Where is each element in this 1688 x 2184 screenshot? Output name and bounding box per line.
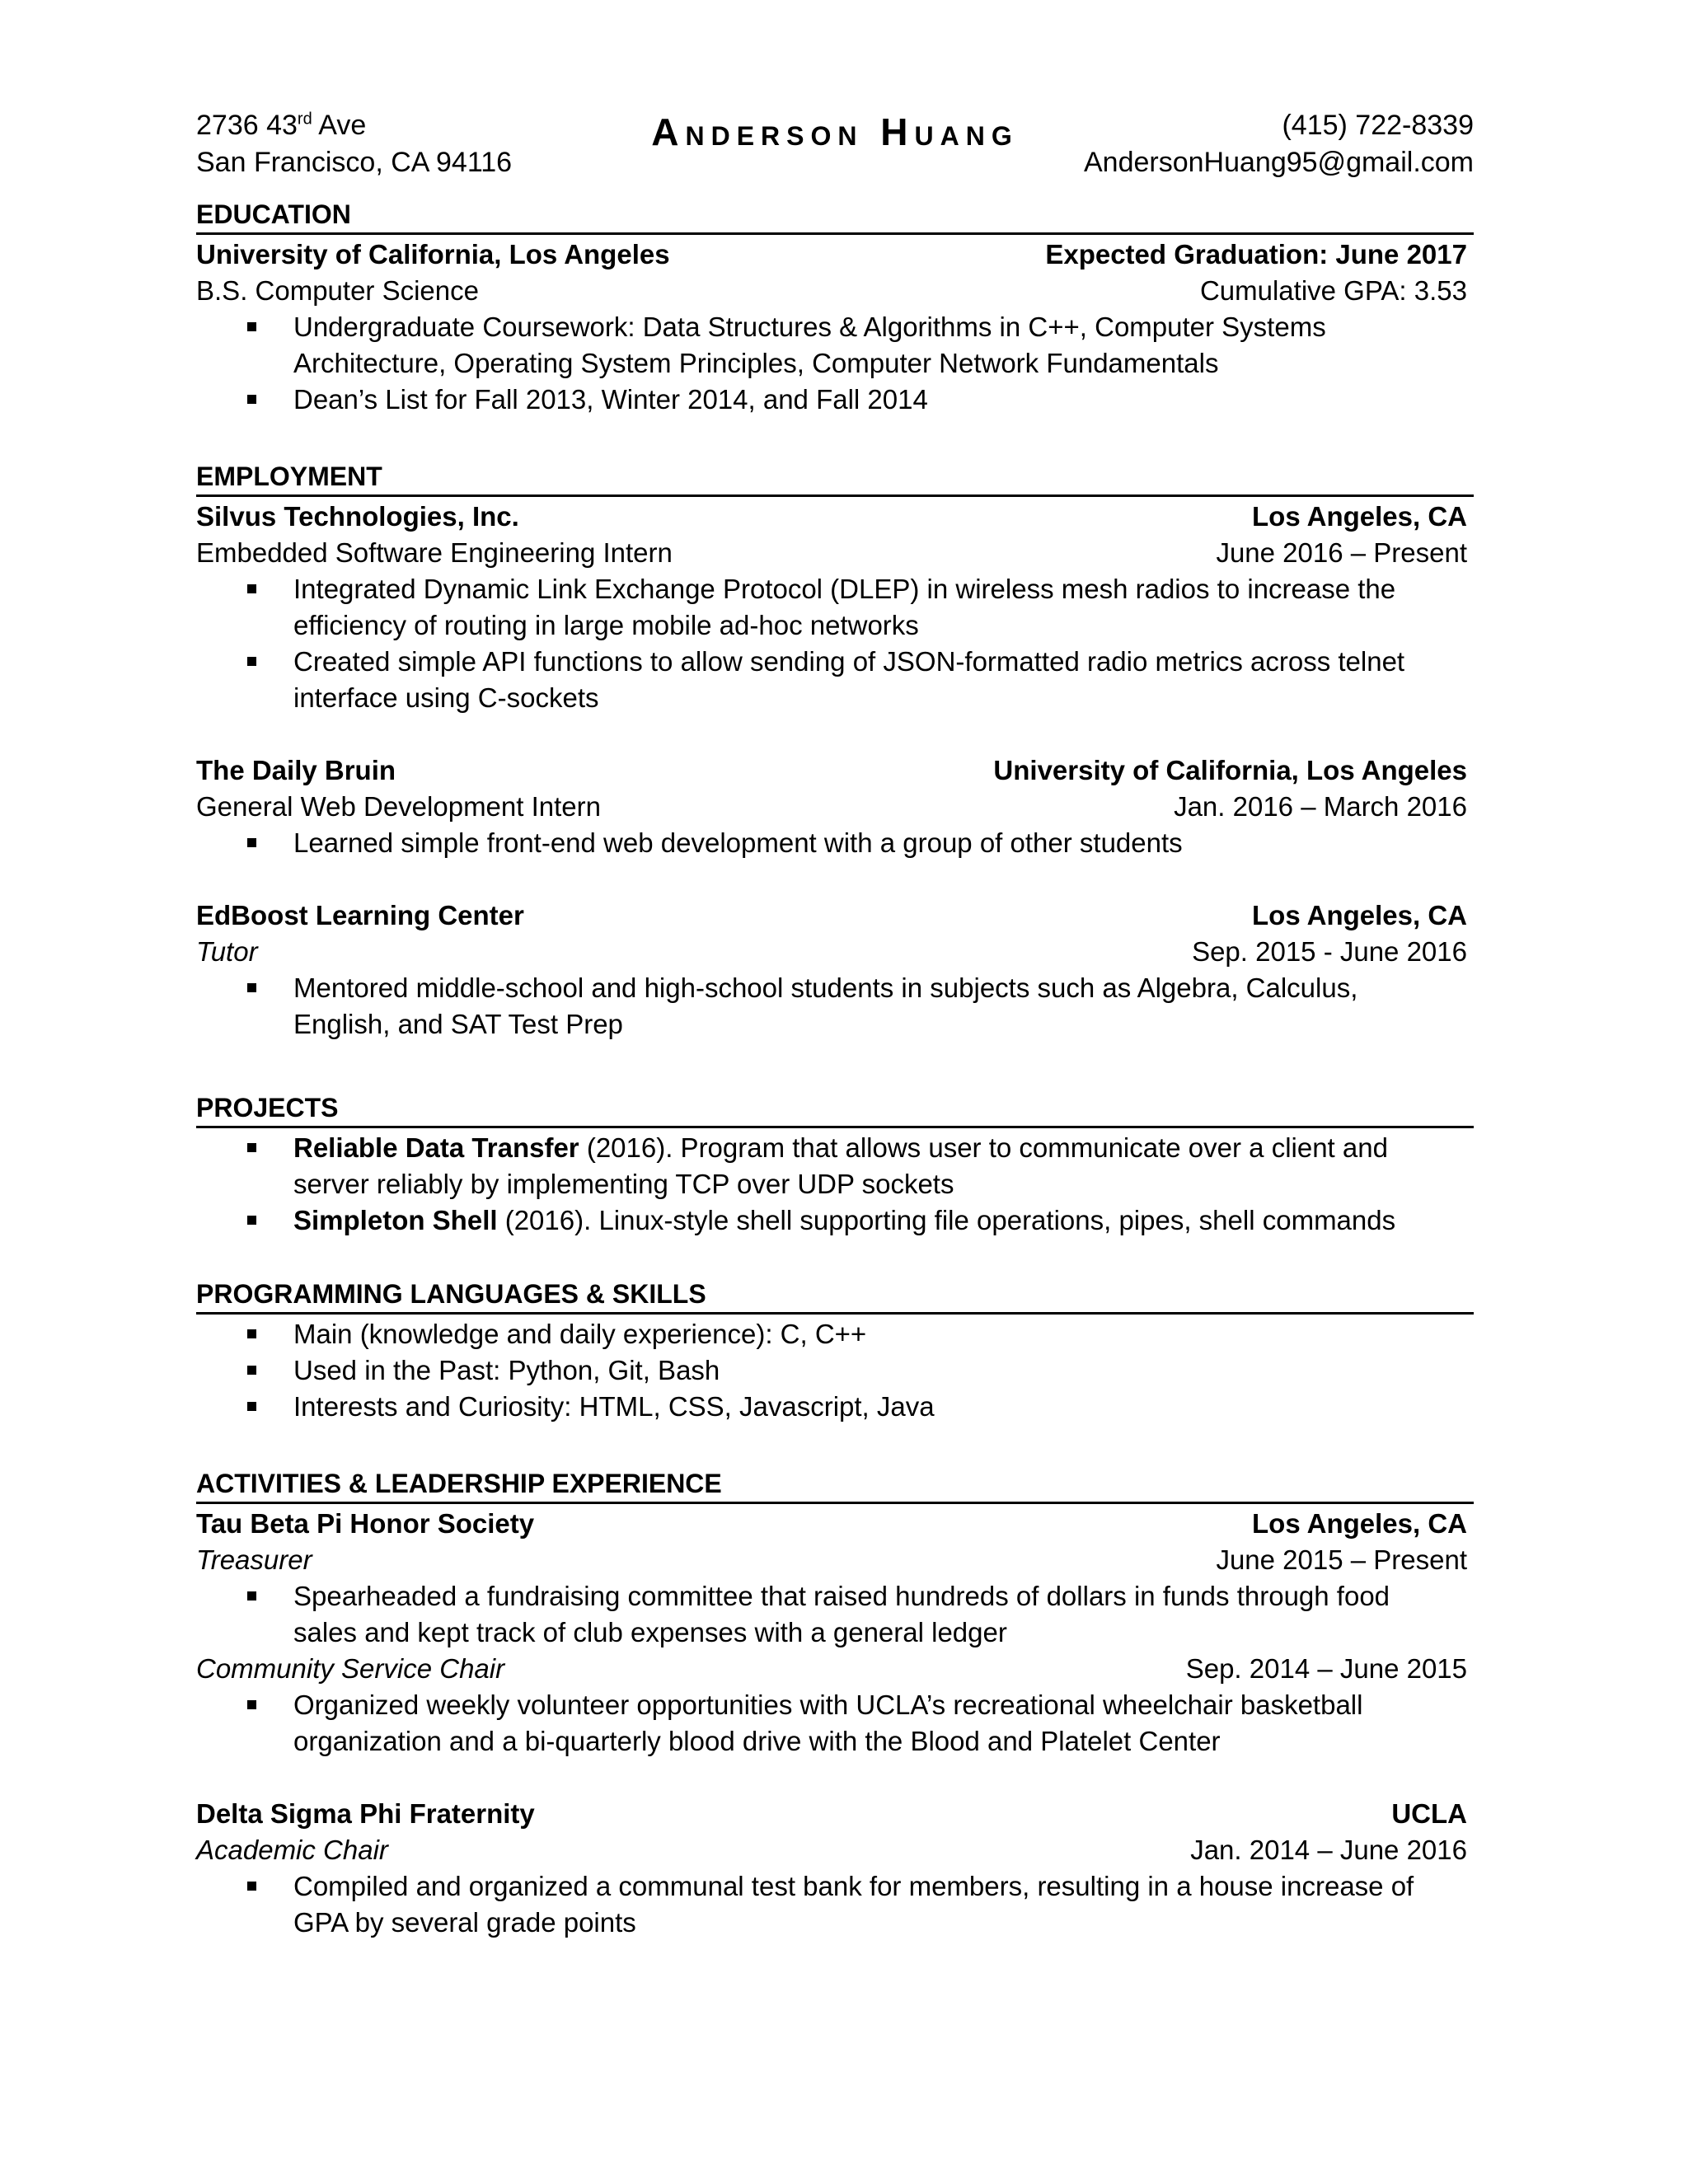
list-item: Interests and Curiosity: HTML, CSS, Javascript, Java xyxy=(293,1389,1474,1425)
activities-section xyxy=(196,1467,1474,1941)
job-bullets xyxy=(196,825,1474,861)
list-item: Integrated Dynamic Link Exchange Protocol (DLEP) in wireless mesh radios to increase the efficiency of routing in large mobile ad-hoc networks xyxy=(293,571,1474,644)
activity-bullets xyxy=(196,1687,1474,1760)
list-item: Main (knowledge and daily experience): C, C++ xyxy=(293,1316,1474,1352)
activity-dates: June 2015 – Present xyxy=(1216,1544,1467,1575)
list-item: Dean’s List for Fall 2013, Winter 2014, and Fall 2014 xyxy=(293,382,1474,418)
contact-block xyxy=(1084,107,1474,181)
activity-dates: Sep. 2014 – June 2015 xyxy=(1185,1653,1467,1684)
activity-role: Treasurer xyxy=(196,1544,312,1575)
job-role-row xyxy=(196,789,1474,825)
resume-header xyxy=(196,107,1474,206)
list-item: Compiled and organized a communal test bank for members, resulting in a house increase of GPA by several grade points xyxy=(293,1868,1474,1941)
address-line-1: 2736 43rd Ave xyxy=(196,110,367,141)
education-bullets xyxy=(196,309,1474,418)
activity-role: Community Service Chair xyxy=(196,1653,505,1684)
education-section xyxy=(196,198,1474,418)
project-name: Reliable Data Transfer xyxy=(293,1132,579,1163)
job-dates: Jan. 2016 – March 2016 xyxy=(1174,791,1467,822)
job-location: University of California, Los Angeles xyxy=(993,755,1467,785)
job-header-row xyxy=(196,898,1474,934)
activity-dates: Jan. 2014 – June 2016 xyxy=(1190,1835,1467,1865)
activity-location: UCLA xyxy=(1391,1798,1467,1829)
job-dates: Sep. 2015 - June 2016 xyxy=(1192,936,1467,967)
project-desc: (2016). Linux-style shell supporting file operations, pipes, shell commands xyxy=(497,1205,1396,1235)
job-org: The Daily Bruin xyxy=(196,755,396,785)
section-title-activities: ACTIVITIES & LEADERSHIP EXPERIENCE xyxy=(196,1467,1474,1504)
job-org: Silvus Technologies, Inc. xyxy=(196,501,519,532)
job-location: Los Angeles, CA xyxy=(1252,900,1467,930)
section-title-education: EDUCATION xyxy=(196,198,1474,235)
section-title-skills: PROGRAMMING LANGUAGES & SKILLS xyxy=(196,1277,1474,1315)
skills-bullets xyxy=(196,1316,1474,1425)
activity-role-row xyxy=(196,1542,1474,1578)
activity-org: Tau Beta Pi Honor Society xyxy=(196,1508,535,1539)
gpa: Cumulative GPA: 3.53 xyxy=(1199,275,1467,306)
graduation-date: Expected Graduation: June 2017 xyxy=(1045,239,1467,269)
job-role: Embedded Software Engineering Intern xyxy=(196,537,673,568)
project-desc: (2016). Program that allows user to communicate over a client and server reliably by implementing TCP over UDP sockets xyxy=(293,1132,1388,1199)
degree: B.S. Computer Science xyxy=(196,275,479,306)
list-item: Created simple API functions to allow sending of JSON-formatted radio metrics across telnet interface using C-sockets xyxy=(293,644,1474,716)
list-item xyxy=(293,1130,1474,1202)
list-item: Mentored middle-school and high-school students in subjects such as Algebra, Calculus, English, and SAT Test Prep xyxy=(293,970,1474,1043)
activity-role-row xyxy=(196,1832,1474,1868)
school-name: University of California, Los Angeles xyxy=(196,239,670,269)
job-org: EdBoost Learning Center xyxy=(196,900,524,930)
education-header-row xyxy=(196,237,1474,273)
activity-header-row xyxy=(196,1506,1474,1542)
activity-header-row xyxy=(196,1796,1474,1832)
job-role-row xyxy=(196,535,1474,571)
job-bullets xyxy=(196,571,1474,716)
employment-section xyxy=(196,460,1474,1043)
job-location: Los Angeles, CA xyxy=(1252,501,1467,532)
job-header-row xyxy=(196,499,1474,535)
activity-role: Academic Chair xyxy=(196,1835,388,1865)
list-item: Spearheaded a fundraising committee that raised hundreds of dollars in funds through food sales and kept track of club expenses with a general ledger xyxy=(293,1578,1474,1651)
job-header-row xyxy=(196,752,1474,789)
list-item: Used in the Past: Python, Git, Bash xyxy=(293,1352,1474,1389)
activity-location: Los Angeles, CA xyxy=(1252,1508,1467,1539)
section-title-employment: EMPLOYMENT xyxy=(196,460,1474,497)
list-item: Learned simple front-end web development with a group of other students xyxy=(293,825,1474,861)
job-role: Tutor xyxy=(196,936,258,967)
projects-section xyxy=(196,1091,1474,1239)
job-role: General Web Development Intern xyxy=(196,791,601,822)
email[interactable]: AndersonHuang95@gmail.com xyxy=(1084,147,1474,178)
address-line-2: San Francisco, CA 94116 xyxy=(196,147,513,178)
list-item: Organized weekly volunteer opportunities with UCLA’s recreational wheelchair basketball organization and a bi-quarterly blood drive with the Blood and Platelet Center xyxy=(293,1687,1474,1760)
skills-section xyxy=(196,1277,1474,1425)
section-title-projects: PROJECTS xyxy=(196,1091,1474,1128)
list-item xyxy=(293,1202,1474,1239)
phone: (415) 722-8339 xyxy=(1282,110,1474,141)
job-dates: June 2016 – Present xyxy=(1216,537,1467,568)
job-bullets xyxy=(196,970,1474,1043)
activity-bullets xyxy=(196,1868,1474,1941)
list-item: Undergraduate Coursework: Data Structures & Algorithms in C++, Computer Systems Architecture, Operating System Principles, Computer Network Fundamentals xyxy=(293,309,1474,382)
activity-role-row xyxy=(196,1651,1474,1687)
activity-bullets xyxy=(196,1578,1474,1651)
project-name: Simpleton Shell xyxy=(293,1205,498,1235)
project-bullets xyxy=(196,1130,1474,1239)
education-degree-row xyxy=(196,273,1474,309)
activity-org: Delta Sigma Phi Fraternity xyxy=(196,1798,535,1829)
job-role-row xyxy=(196,934,1474,970)
candidate-name: Anderson Huang xyxy=(651,110,1019,153)
